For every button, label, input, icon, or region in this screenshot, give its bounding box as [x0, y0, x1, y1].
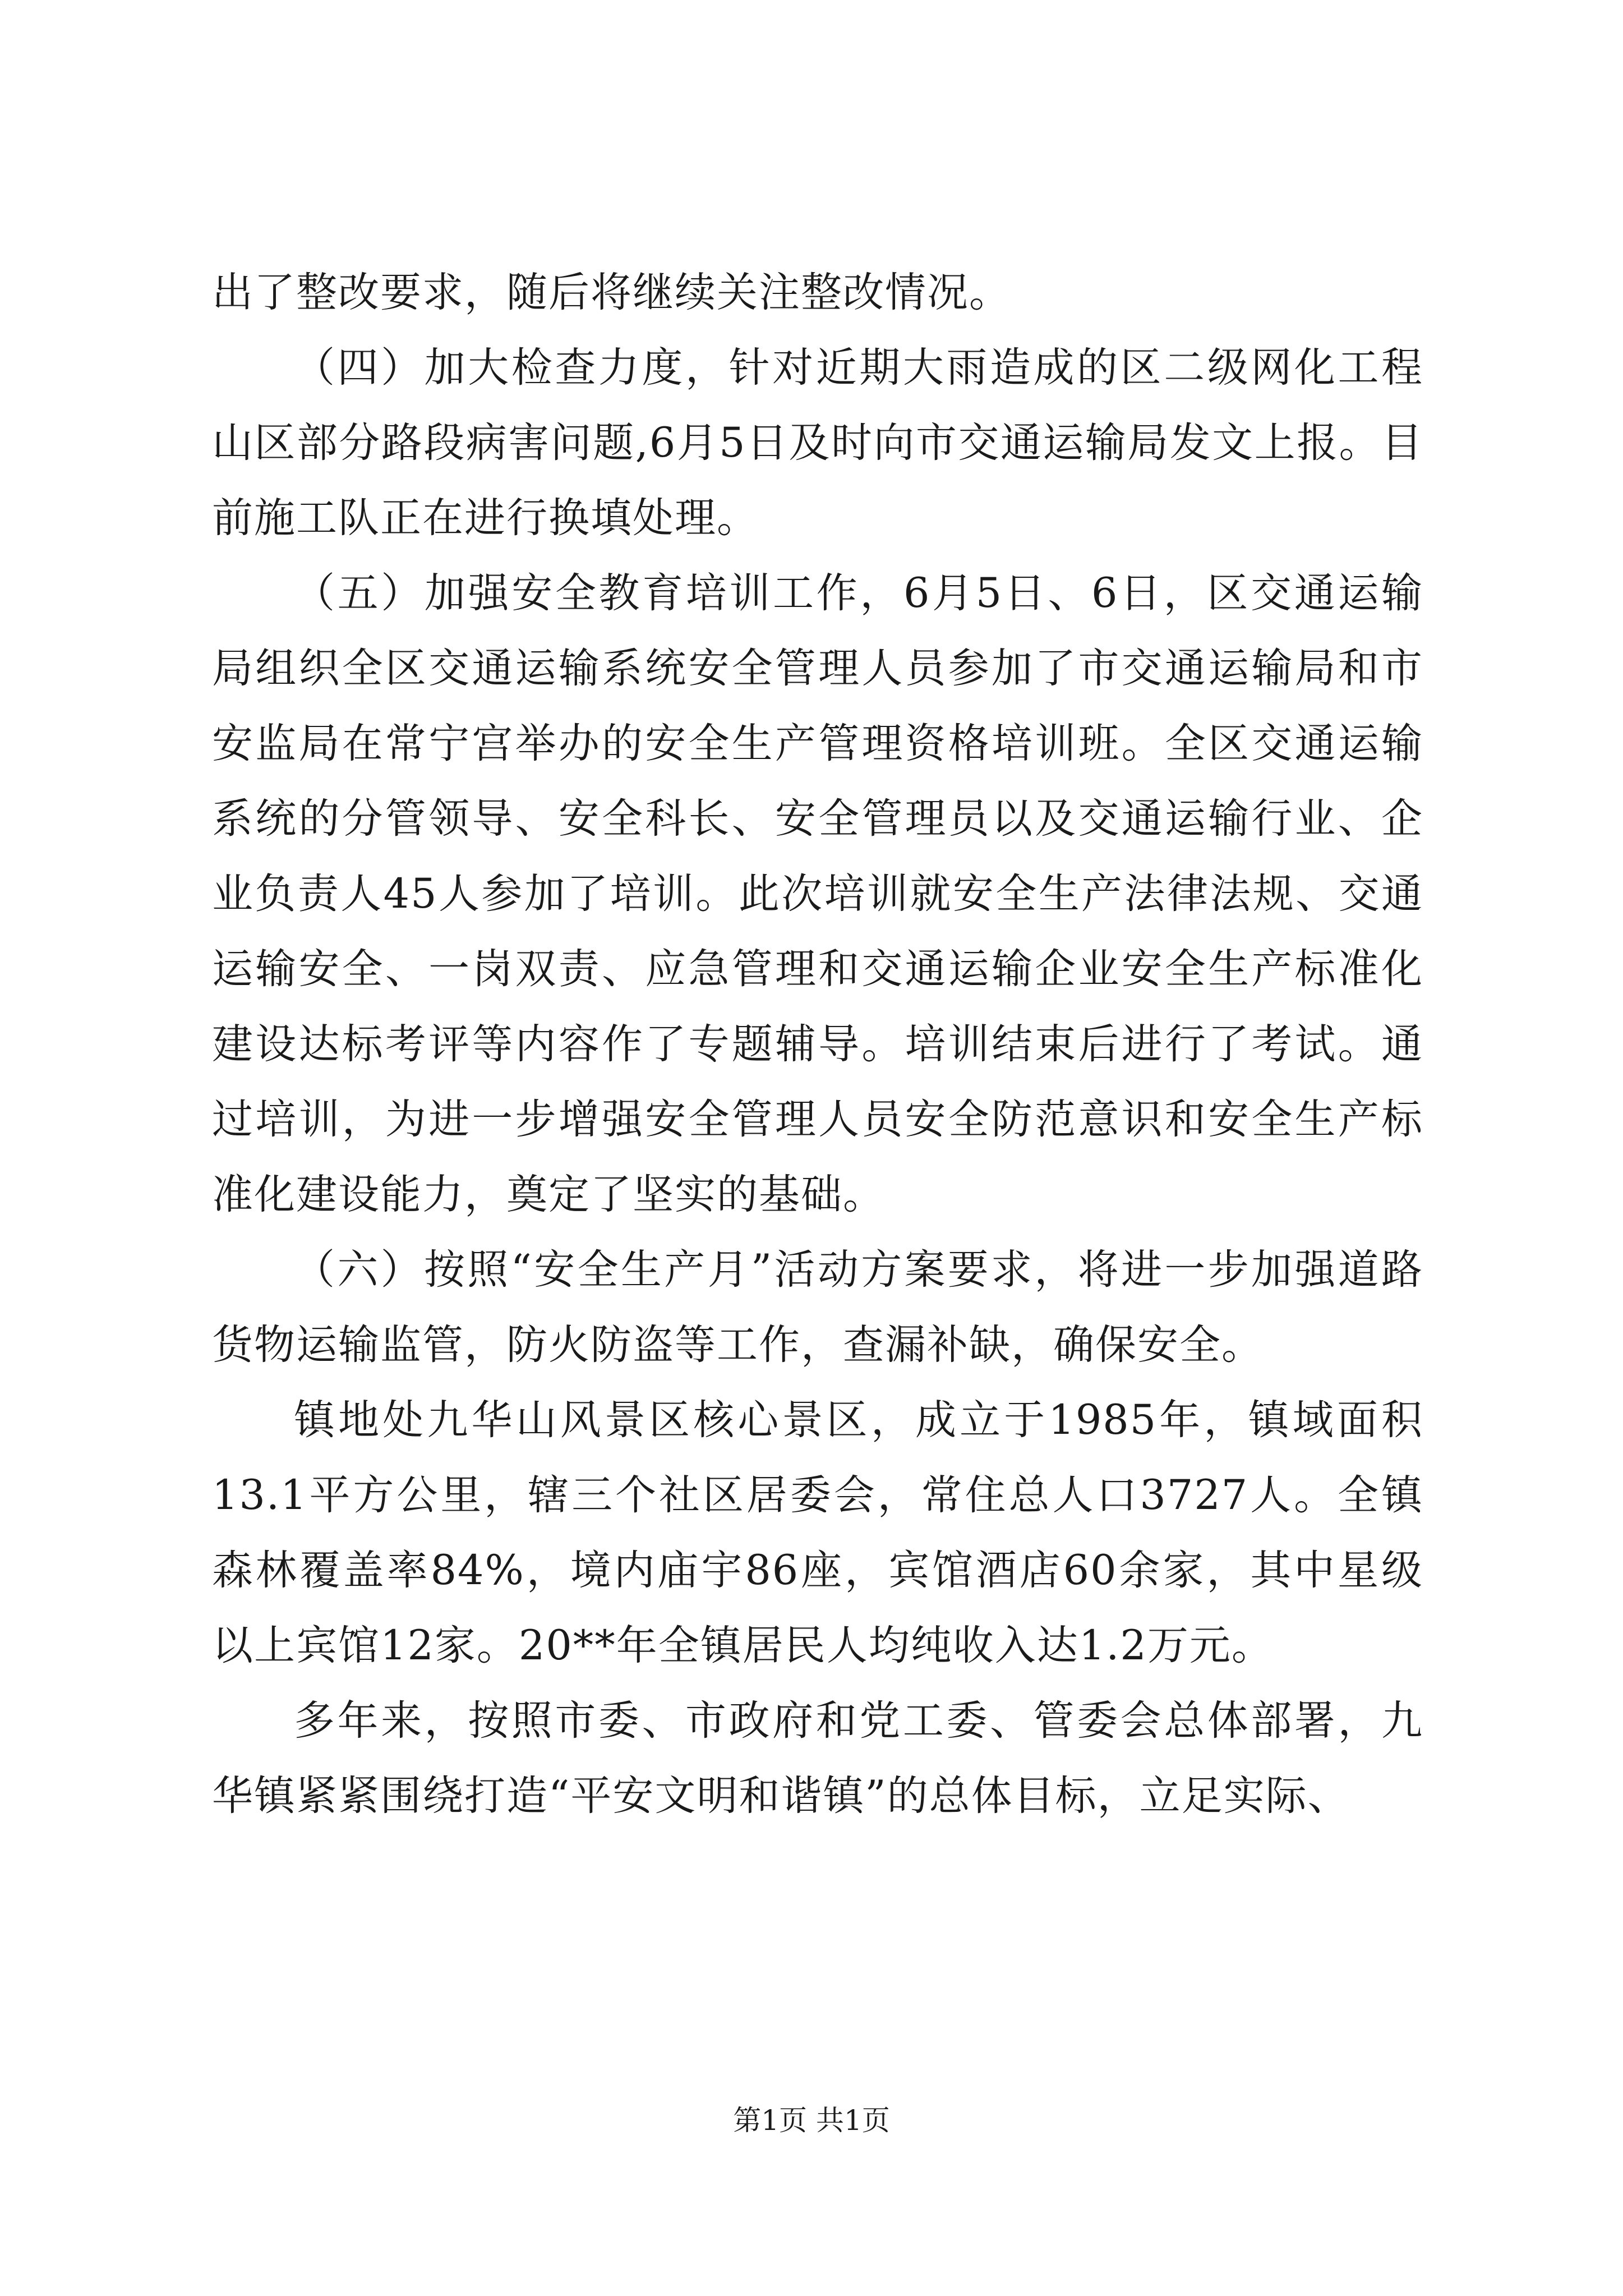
document-body [212, 255, 1423, 1834]
paragraph-item-4: （四）加大检查力度，针对近期大雨造成的区二级网化工程山区部分路段病害问题,6月5日及时向市交通运输局发文上报。目前施工队正在进行换填处理。 [212, 344, 1423, 542]
page-footer: 第1页 共1页 [733, 2104, 890, 2137]
paragraph-town-goals: 多年来，按照市委、市政府和党工委、管委会总体部署，九华镇紧紧围绕打造“平安文明和谐镇”的总体目标，立足实际、 [212, 1697, 1423, 1820]
paragraph-item-6: （六）按照“安全生产月”活动方案要求，将进一步加强道路货物运输监管，防火防盗等工作，查漏补缺，确保安全。 [212, 1246, 1423, 1369]
paragraph-item-5: （五）加强安全教育培训工作，6月5日、6日，区交通运输局组织全区交通运输系统安全管理人员参加了市交通运输局和市安监局在常宁宫举办的安全生产管理资格培训班。全区交通运输系统的分管领导、安全科长、安全管理员以及交通运输行业、企业负责人45人参加了培训。此次培训就安全生产法律法规、交通运输安全、一岗双责、应急管理和交通运输企业安全生产标准化建设达标考评等内容作了专题辅导。培训结束后进行了考试。通过培训，为进一步增强安全管理人员安全防范意识和安全生产标准化建设能力，奠定了坚实的基础。 [212, 569, 1423, 1218]
paragraph-town-overview: 镇地处九华山风景区核心景区，成立于1985年，镇域面积13.1平方公里，辖三个社区居委会，常住总人口3727人。全镇森林覆盖率84%，境内庙宇86座，宾馆酒店60余家，其中星级以上宾馆12家。20**年全镇居民人均纯收入达1.2万元。 [212, 1396, 1423, 1669]
paragraph-continuation: 出了整改要求，随后将继续关注整改情况。 [212, 269, 1011, 316]
